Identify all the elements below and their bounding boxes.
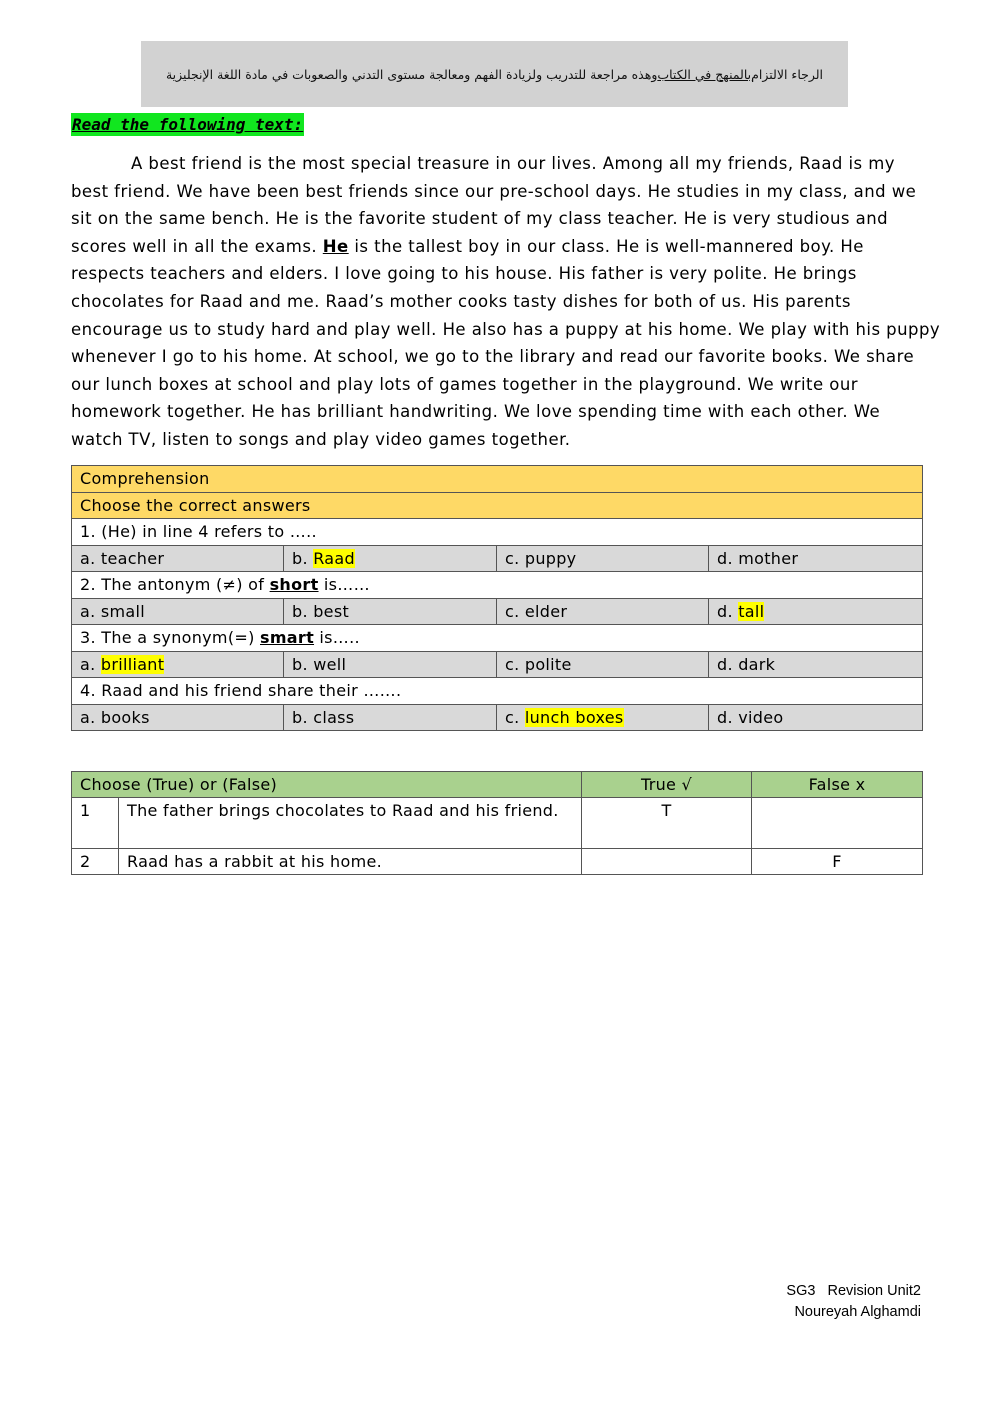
passage-line: best friend. We have been best friends since our pre-school days. He studies in my class, and we (71, 181, 917, 201)
question-4: 4. Raad and his friend share their ……. (72, 678, 923, 705)
passage-line: sit on the same bench. He is the favorite student of my class teacher. He is very studious and (71, 209, 889, 229)
passage-line-4-rest: is the tallest boy in our class. He is well-mannered boy. He (348, 236, 864, 256)
q3-option-b[interactable]: b. well (284, 651, 497, 678)
footer-author: Noureyah Alghamdi (794, 1304, 921, 1320)
tf-true-cell[interactable]: T (582, 798, 752, 849)
passage-line: respects teachers and elders. I love going to his house. His father is very polite. He brings (71, 264, 857, 284)
q1-option-d[interactable]: d. mother (709, 545, 923, 572)
q2-option-a[interactable]: a. small (72, 598, 284, 625)
passage-line: homework together. He has brilliant handwriting. We love spending time with each other. We (71, 402, 881, 422)
q4-option-b[interactable]: b. class (284, 704, 497, 731)
tf-true-cell[interactable] (582, 849, 752, 875)
q4-option-c[interactable] (497, 704, 709, 731)
tf-header: Choose (True) or (False) (72, 772, 582, 798)
banner-text-pre: الرجاء الالتزام (751, 66, 824, 82)
q1-answer-highlight: Raad (313, 548, 355, 568)
question-3-pre: 3. The a synonym(=) (80, 628, 260, 648)
q3-option-d[interactable]: d. dark (709, 651, 923, 678)
question-3 (72, 625, 923, 652)
question-2-pre: 2. The antonym (≠) of (80, 575, 270, 595)
footer (786, 1281, 921, 1323)
q4-option-d[interactable]: d. video (709, 704, 923, 731)
q2-option-d-letter: d. (717, 601, 739, 621)
passage-line: chocolates for Raad and me. Raad’s mother cooks tasty dishes for both of us. His parents (71, 291, 851, 311)
question-2 (72, 572, 923, 599)
q2-option-b[interactable]: b. best (284, 598, 497, 625)
q3-option-a-letter: a. (80, 654, 101, 674)
question-2-post: is…… (318, 575, 370, 595)
comprehension-table (71, 465, 923, 731)
tf-true-header: True √ (582, 772, 752, 798)
footer-course: SG3 Revision Unit2 (786, 1283, 921, 1299)
reading-passage (71, 150, 941, 454)
instruction-banner (141, 41, 848, 107)
tf-statement: Raad has a rabbit at his home. (119, 849, 582, 875)
passage-line: whenever I go to his home. At school, we go to the library and read our favorite books. We share (71, 347, 915, 367)
tf-false-header: False x (752, 772, 923, 798)
q1-option-b-letter: b. (292, 548, 314, 568)
passage-line-4 (71, 233, 906, 261)
passage-line: A best friend is the most special treasure in our lives. Among all my friends, Raad is my (131, 154, 896, 173)
q4-option-a[interactable]: a. books (72, 704, 284, 731)
banner-text-underlined: بالمنهج في الكتاب (657, 66, 752, 82)
q4-answer-highlight: lunch boxes (524, 707, 624, 727)
passage-line: encourage us to study hard and play well. He also has a puppy at his home. We play with his puppy (71, 319, 941, 339)
question-3-keyword: smart (260, 628, 315, 648)
banner-text-post: وهذه مراجعة للتدريب ولزيادة الفهم ومعالجة مستوى التدني والصعوبات في مادة اللغة الإنجليزية (165, 66, 658, 82)
question-3-post: is….. (314, 628, 360, 648)
q3-answer-highlight: brilliant (100, 654, 165, 674)
comprehension-instruction: Choose the correct answers (72, 492, 923, 519)
passage-line: watch TV, listen to songs and play video games together. (71, 429, 571, 449)
q3-option-a[interactable] (72, 651, 284, 678)
referent-word: He (322, 236, 349, 256)
comprehension-title: Comprehension (72, 466, 923, 493)
tf-statement: The father brings chocolates to Raad and his friend. (119, 798, 582, 849)
q2-option-c[interactable]: c. elder (497, 598, 709, 625)
q1-option-b[interactable] (284, 545, 497, 572)
q4-option-c-letter: c. (505, 707, 525, 727)
true-false-table (71, 771, 923, 875)
passage-line-4-start: scores well in all the exams. (71, 236, 323, 256)
tf-row-number: 2 (72, 849, 119, 875)
q1-option-a[interactable]: a. teacher (72, 545, 284, 572)
q2-answer-highlight: tall (738, 601, 765, 621)
q2-option-d[interactable] (709, 598, 923, 625)
tf-false-cell[interactable] (752, 798, 923, 849)
question-1: 1. (He) in line 4 refers to ….. (72, 519, 923, 546)
question-2-keyword: short (269, 575, 319, 595)
passage-line: our lunch boxes at school and play lots of games together in the playground. We write our (71, 374, 858, 394)
q3-option-c[interactable]: c. polite (497, 651, 709, 678)
reading-heading: Read the following text: (72, 115, 304, 134)
q1-option-c[interactable]: c. puppy (497, 545, 709, 572)
tf-false-cell[interactable]: F (752, 849, 923, 875)
tf-row-number: 1 (72, 798, 119, 849)
